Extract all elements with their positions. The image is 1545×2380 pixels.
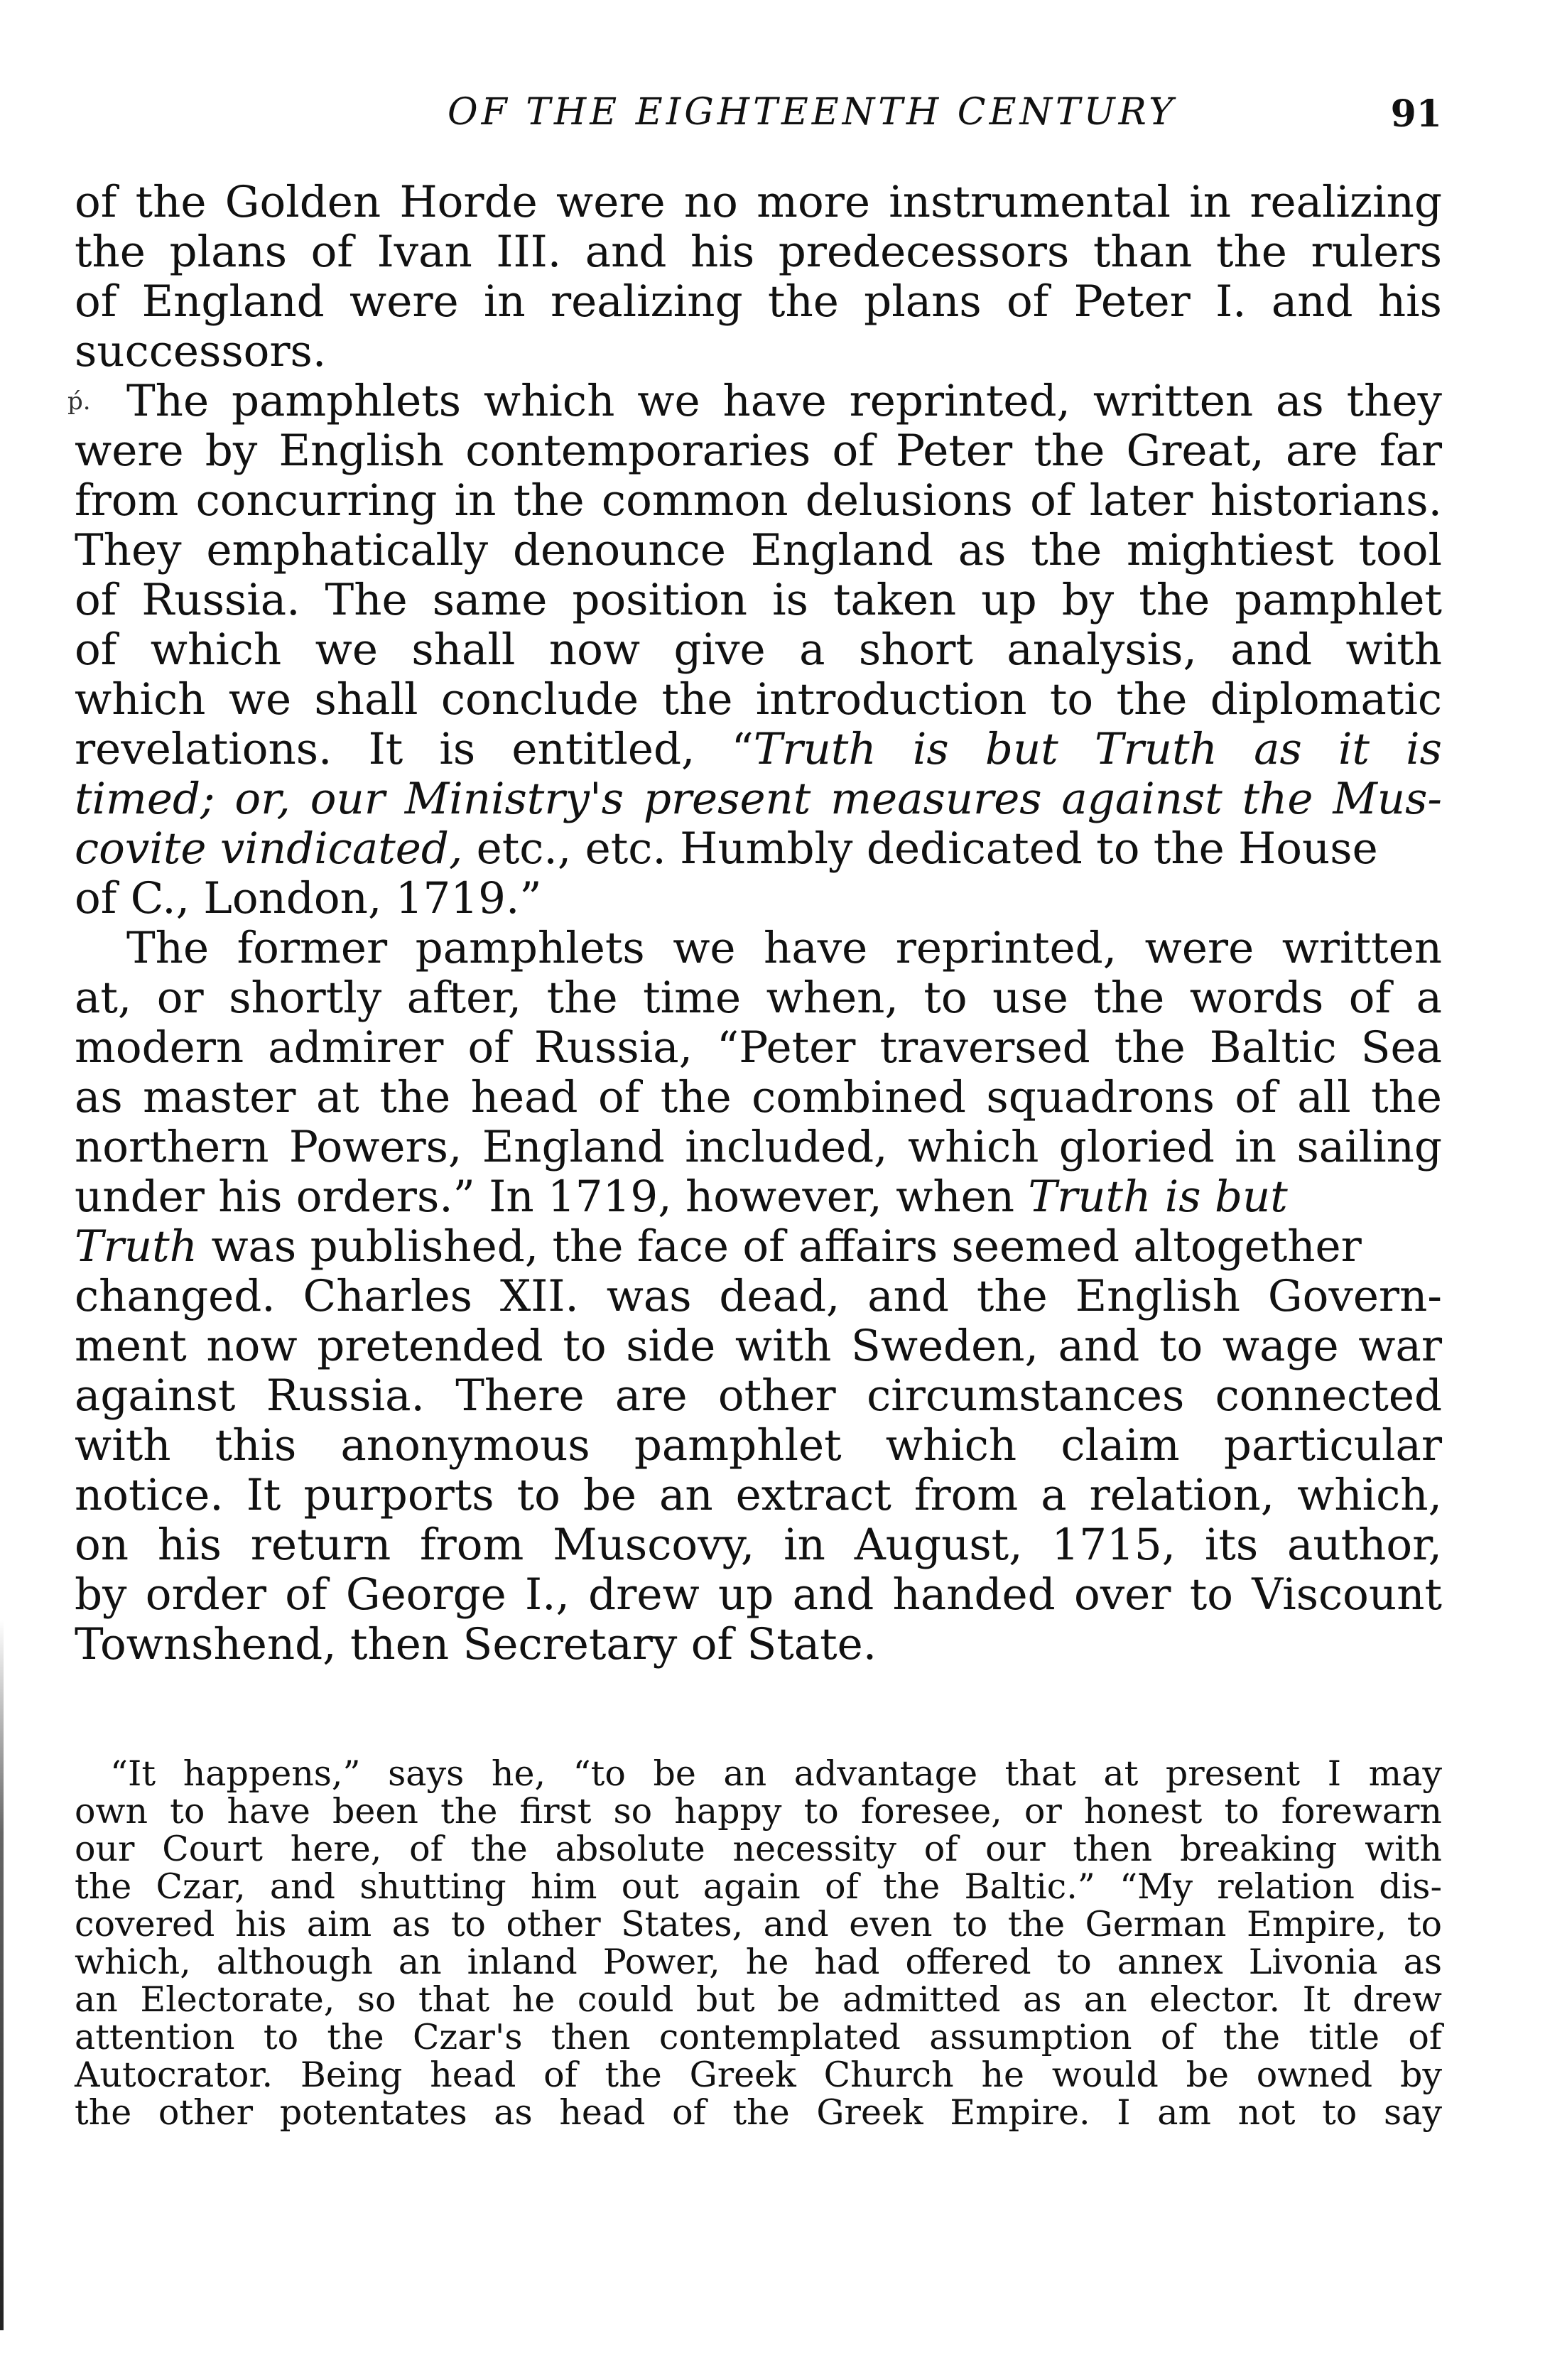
text-line: changed. Charles XII. was dead, and the English Govern- — [75, 1271, 1442, 1321]
text-line: were by English contemporaries of Peter the Great, are far — [75, 426, 1442, 476]
text-line: of Russia. The same position is taken up by the pamphlet — [75, 575, 1442, 625]
extract-line: own to have been the first so happy to foresee, or honest to forewarn — [75, 1791, 1442, 1832]
text-line: notice. It purports to be an extract from a relation, which, — [75, 1470, 1442, 1520]
text-line — [75, 1172, 1442, 1222]
text-line — [75, 1222, 1442, 1272]
running-head — [78, 91, 1442, 148]
text-line: which we shall conclude the introduction to the diplomatic — [75, 674, 1442, 725]
quoted-extract — [75, 1755, 1442, 2131]
text-line: on his return from Muscovy, in August, 1715, its author, — [75, 1520, 1442, 1570]
italic-title: Truth is but Truth as it is — [753, 724, 1442, 774]
text-line: at, or shortly after, the time when, to use the words of a — [75, 973, 1442, 1023]
text-line: against Russia. There are other circumstances connected — [75, 1370, 1442, 1421]
text-line: successors. — [75, 326, 327, 377]
text-line: They emphatically denounce England as the mightiest tool — [75, 525, 1442, 575]
text-line: ment now pretended to side with Sweden, and to wage war — [75, 1321, 1442, 1371]
extract-line: “It happens,” says he, “to be an advantage that at present I may — [110, 1753, 1442, 1794]
text-segment: under his orders.” In 1719, however, when — [75, 1172, 1029, 1222]
margin-mark: ṕ. — [67, 387, 91, 416]
italic-title: covite vindicated, — [75, 823, 463, 874]
running-title: OF THE EIGHTEENTH CENTURY — [448, 91, 1177, 134]
text-line — [75, 824, 1442, 874]
text-line: the plans of Ivan III. and his predecessors than the rulers — [75, 227, 1442, 277]
body-text — [67, 177, 1442, 1670]
paragraph-start: The former pamphlets we have reprinted, were written — [126, 923, 1442, 973]
extract-line: our Court here, of the absolute necessity of our then breaking with — [75, 1829, 1442, 1869]
text-line: Townshend, then Secretary of State. — [75, 1619, 877, 1670]
text-line: northern Powers, England included, which gloried in sailing — [75, 1122, 1442, 1172]
extract-line: which, although an inland Power, he had offered to annex Livonia as — [75, 1942, 1442, 1982]
text-line: of C., London, 1719.” — [75, 873, 542, 924]
text-line: modern admirer of Russia, “Peter traversed the Baltic Sea — [75, 1022, 1442, 1073]
scan-edge-shadow — [0, 1620, 4, 2330]
text-line: by order of George I., drew up and handed over to Viscount — [75, 1569, 1442, 1620]
italic-title: Truth is but — [1028, 1172, 1288, 1222]
text-line — [75, 725, 1442, 774]
extract-line: Autocrator. Being head of the Greek Church he would be owned by — [75, 2055, 1442, 2095]
extract-line: the other potentates as head of the Greek Empire. I am not to say — [75, 2092, 1442, 2133]
italic-title: Truth — [75, 1221, 197, 1272]
text-segment: revelations. It is entitled, “ — [75, 724, 754, 774]
italic-title: timed; or, our Ministry's present measures against the Mus- — [75, 774, 1442, 824]
text-line: of which we shall now give a short analysis, and with — [75, 624, 1442, 675]
extract-line: attention to the Czar's then contemplated assumption of the title of — [75, 2017, 1442, 2057]
text-line — [75, 774, 1442, 824]
text-line: with this anonymous pamphlet which claim particular — [75, 1420, 1442, 1471]
page-number: 91 — [1390, 92, 1442, 136]
extract-line: covered his aim as to other States, and even to the German Empire, to — [75, 1904, 1442, 1944]
text-segment: was published, the face of affairs seemed altogether — [197, 1221, 1362, 1272]
text-line — [67, 376, 1442, 426]
text-line: of the Golden Horde were no more instrumental in realizing — [75, 177, 1442, 227]
text-line: as master at the head of the combined squadrons of all the — [75, 1072, 1442, 1123]
text-line: from concurring in the common delusions of later historians. — [75, 475, 1442, 526]
paragraph-start: The pamphlets which we have reprinted, written as they — [126, 376, 1442, 426]
text-line: of England were in realizing the plans of Peter I. and his — [75, 276, 1442, 327]
extract-line: the Czar, and shutting him out again of the Baltic.” “My relation dis- — [75, 1866, 1442, 1907]
extract-line: an Electorate, so that he could but be admitted as an elector. It drew — [75, 1979, 1442, 2020]
text-segment: etc., etc. Humbly dedicated to the House — [462, 823, 1378, 874]
